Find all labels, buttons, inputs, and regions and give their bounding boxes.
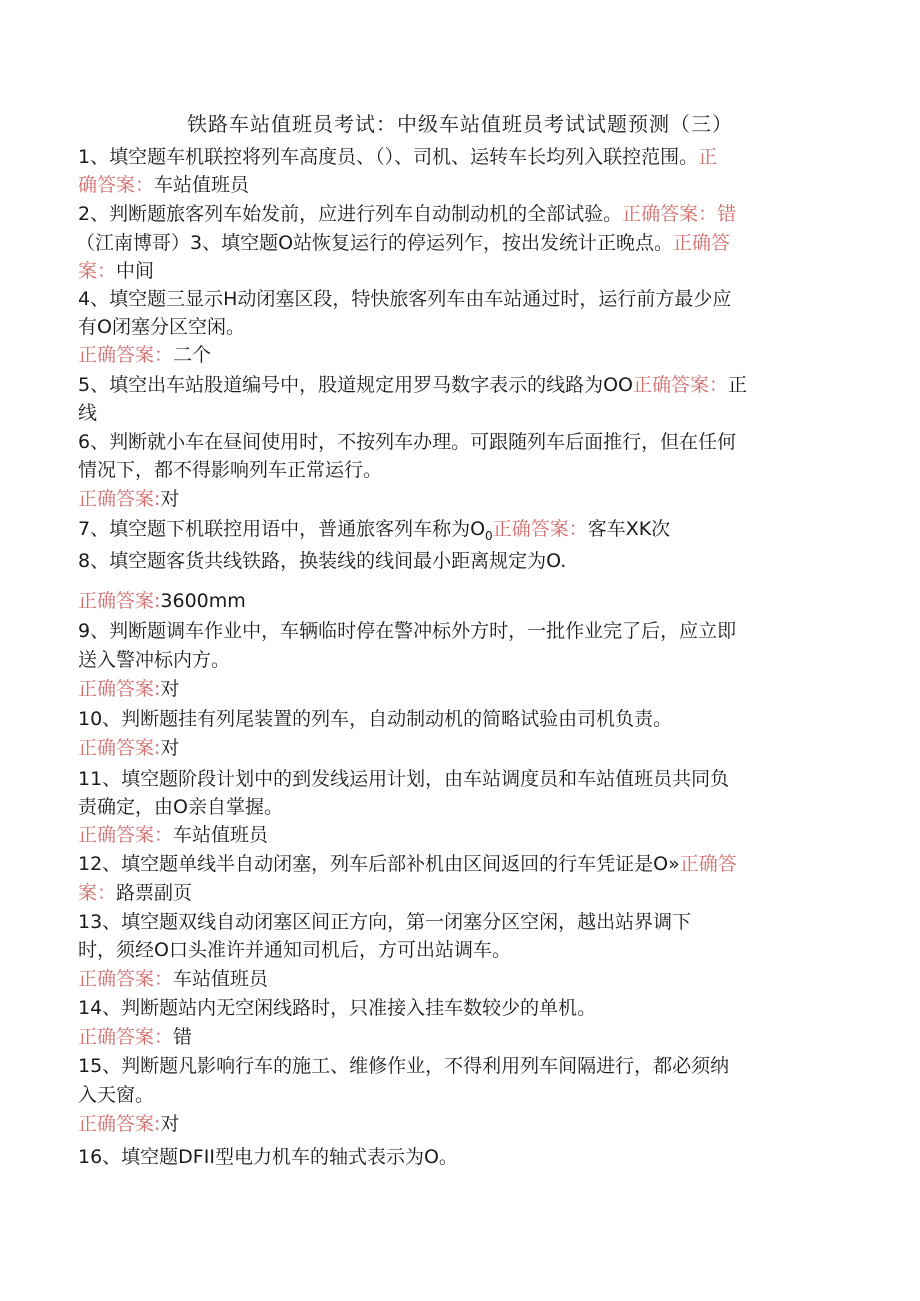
- answer-value: 车站值班员: [154, 174, 250, 196]
- document-title: 铁路车站值班员考试：中级车站值班员考试试题预测（三）: [187, 112, 733, 136]
- answer-value: 客车XK次: [587, 518, 671, 540]
- answer-value: 中间: [116, 260, 155, 282]
- question-10-answer: [78, 733, 179, 760]
- question-9-line-2: 送入警冲标内方。: [78, 649, 231, 671]
- question-9-line-1: 9、判断题调车作业中，车辆临时停在警冲标外方时，一批作业完了后，应立即: [78, 620, 737, 642]
- question-3-text: （江南博哥）3、填空题O站恢复运行的停运列乍，按出发统计正晚点。: [76, 232, 674, 254]
- answer-label-part: 正确答: [679, 853, 737, 875]
- answer-label: 正确答案:: [78, 678, 161, 700]
- question-11-answer: [78, 820, 268, 847]
- answer-label: 正确答案:: [78, 737, 161, 759]
- question-10-line-1: 10、判断题挂有列尾装置的列车，自动制动机的简略试验由司机负责。: [78, 708, 673, 730]
- answer-value: 对: [160, 737, 180, 759]
- answer-label-part: 正: [698, 146, 718, 168]
- question-11-line-2: 责确定，由O亲自掌握。: [78, 796, 283, 818]
- question-1-line-1: [78, 142, 717, 169]
- question-12-line-2: [78, 878, 192, 905]
- question-5-line-2: 线: [78, 402, 98, 424]
- question-5-text: 5、填空出车站股道编号中，股道规定用罗马数字表示的线路为OO: [78, 374, 634, 396]
- question-13-line-2: 时，须经O口头准许并通知司机后，方可出站调车。: [78, 939, 511, 961]
- question-3-line-2: [78, 256, 154, 283]
- question-11-line-1: 11、填空题阶段计划中的到发线运用计划，由车站调度员和车站值班员共同负: [78, 768, 730, 790]
- answer-label-part: 正确答: [673, 232, 731, 254]
- question-4-answer: [78, 340, 211, 367]
- question-7-text: 7、填空题下机联控用语中，普通旅客列车称为O: [78, 518, 486, 540]
- subscript: 0: [485, 528, 493, 543]
- question-15-line-1: 15、判断题凡影响行车的施工、维修作业，不得利用列车间隔进行，都必须纳: [78, 1055, 730, 1077]
- answer-label-part: 案：: [78, 882, 117, 904]
- answer-value: 车站值班员: [173, 968, 269, 990]
- answer-label: 正确答案：: [78, 968, 174, 990]
- answer-label: 正确答案：: [633, 374, 729, 396]
- answer-value: 对: [160, 678, 180, 700]
- question-12-text: 12、填空题单线半自动闭塞，列车后部补机由区间返回的行车凭证是O»: [78, 853, 680, 875]
- question-4-line-2: 有O闭塞分区空闲。: [78, 316, 245, 338]
- answer-value: 错: [173, 1026, 193, 1048]
- answer-label: 正确答案：: [78, 1026, 174, 1048]
- answer-label: 正确答案:: [78, 1113, 161, 1135]
- question-12-line-1: [78, 849, 737, 876]
- question-14-answer: [78, 1022, 192, 1049]
- question-15-answer: [78, 1109, 179, 1136]
- answer-label: 正确答案:: [78, 590, 161, 612]
- question-8-line-1: 8、填空题客货共线铁路，换装线的线间最小距离规定为O.: [78, 550, 567, 572]
- question-1-line-2: [78, 170, 249, 197]
- answer-label-part: 案：: [78, 260, 117, 282]
- question-2-line-1: [78, 199, 736, 226]
- answer-value: 二个: [173, 344, 212, 366]
- answer-value-part: 正: [728, 374, 748, 396]
- question-1-text: 1、填空题车机联控将列车高度员、（）、司机、运转车长均列入联控范围。: [78, 146, 699, 168]
- question-4-line-1: 4、填空题三显示H动闭塞区段，特快旅客列车由车站通过时，运行前方最少应: [78, 288, 732, 310]
- question-6-answer: [78, 484, 179, 511]
- answer-value: 路票副页: [116, 882, 193, 904]
- question-14-line-1: 14、判断题站内无空闲线路时，只准接入挂车数较少的单机。: [78, 997, 597, 1019]
- answer-value: 对: [160, 488, 180, 510]
- question-2-text: 2、判断题旅客列车始发前，应进行列车自动制动机的全部试验。: [78, 203, 623, 225]
- question-3-line-1: [76, 228, 730, 255]
- question-16-line-1: 16、填空题DFII型电力机车的轴式表示为O。: [78, 1146, 458, 1168]
- answer-value: 车站值班员: [173, 824, 269, 846]
- answer-label-part: 确答案：: [78, 174, 155, 196]
- answer-label: 正确答案：: [492, 518, 588, 540]
- question-15-line-2: 入天窗。: [78, 1084, 155, 1106]
- answer-label: 正确答案：: [78, 344, 174, 366]
- answer-value: 3600mm: [160, 590, 246, 612]
- answer-label: 正确答案：: [78, 824, 174, 846]
- question-13-line-1: 13、填空题双线自动闭塞区间正方向，第一闭塞分区空闲，越出站界调下: [78, 911, 692, 933]
- question-8-answer: [78, 586, 246, 613]
- question-6-line-2: 情况下，都不得影响列车正常运行。: [78, 459, 383, 481]
- question-13-answer: [78, 964, 268, 991]
- question-6-line-1: 6、判断就小车在昼间使用时，不按列车办理。可跟随列车后面推行，但在任何: [78, 431, 737, 453]
- question-9-answer: [78, 674, 179, 701]
- answer-label: 正确答案:: [78, 488, 161, 510]
- answer-label: 正确答案：错: [622, 203, 737, 225]
- answer-value: 对: [160, 1113, 180, 1135]
- question-5-line-1: [78, 370, 747, 397]
- question-7-line-1: [78, 514, 670, 543]
